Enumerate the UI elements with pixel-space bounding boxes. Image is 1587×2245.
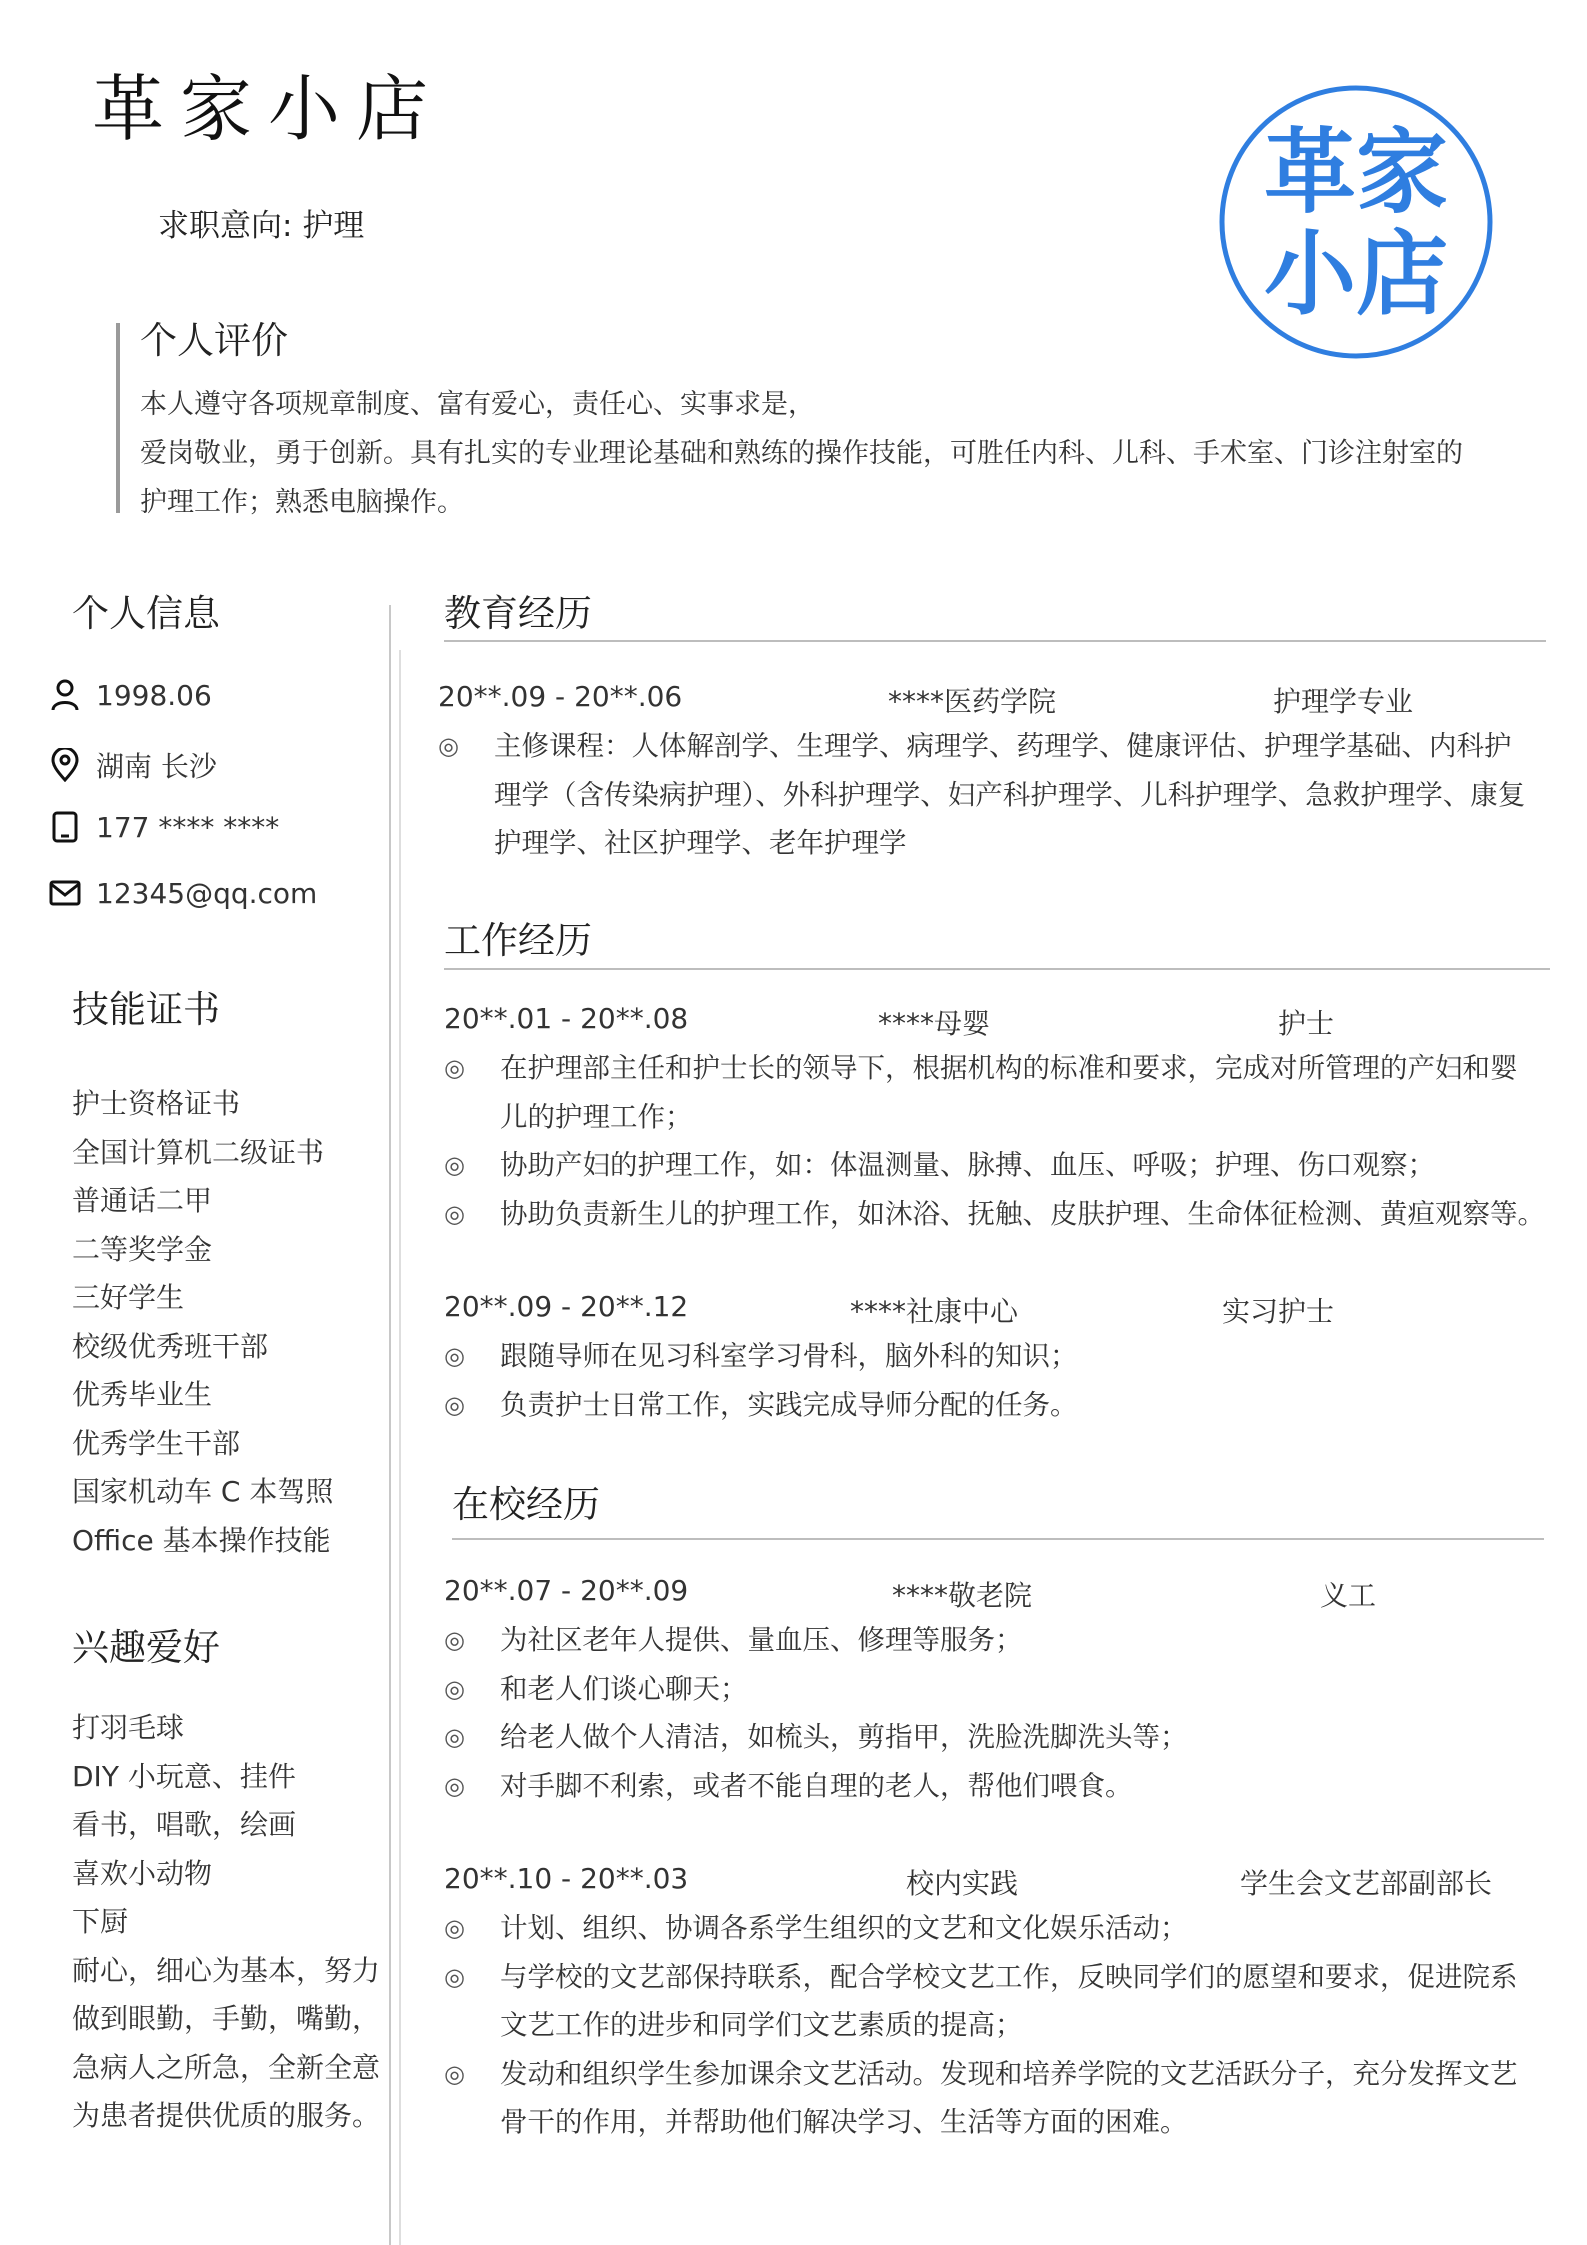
entry-date: 20**.09 - 20**.12 [444,1290,689,1323]
bullet-line: 为社区老年人提供、量血压、修理等服务； [500,1624,1023,1656]
education-entry-head [438,680,1548,720]
entry-org: ****敬老院 [892,1579,1033,1612]
list-item: 优秀毕业生 [72,1378,213,1411]
bullet-mark: ◎ [444,2059,465,2088]
bullet-mark: ◎ [444,1390,465,1419]
bullet-item [444,1616,1564,1665]
school-entry-bullets [444,1904,1564,2147]
bullet-line: 与学校的文艺部保持联系，配合学校文艺工作，反映同学们的愿望和要求，促进院系 [500,1960,1518,1993]
list-item: 下厨 [72,1905,129,1938]
phone-icon [48,810,82,844]
list-item: 校级优秀班干部 [72,1329,269,1363]
skills-list [72,1080,333,1565]
applicant-name: 革家小店 [92,67,445,151]
bullet-line: 负责护士日常工作，实践完成导师分配的任务。 [500,1388,1078,1421]
school-rule [452,1538,1544,1540]
phone-value: 177 **** **** [96,810,280,844]
evaluation-title: 个人评价 [140,319,288,362]
list-item: 全国计算机二级证书 [72,1135,325,1169]
bullet-line: 协助产妇的护理工作，如：体温测量、脉搏、血压、呼吸；护理、伤口观察； [500,1149,1435,1181]
entry-org: ****社康中心 [850,1295,1019,1328]
hobbies-title: 兴趣爱好 [72,1626,220,1669]
evaluation-text [140,380,1540,527]
skills-title: 技能证书 [72,988,220,1031]
job-intent-label: 求职意向: [158,208,293,244]
list-item: DIY 小玩意、挂件 [72,1759,296,1793]
evaluation-line: 护理工作；熟悉电脑操作。 [140,487,464,518]
bullet-line: 跟随导师在见习科室学习骨科，脑外科的知识； [500,1340,1078,1372]
work-entry-bullets [444,1044,1564,1238]
bullet-line: 协助负责新生儿的护理工作，如沐浴、抚触、皮肤护理、生命体征检测、黄疸观察等。 [500,1197,1545,1230]
entry-org: ****母婴 [878,1007,991,1040]
mail-icon [48,876,82,910]
bullet-item [444,1953,1564,2050]
bullet-item [444,1332,1564,1381]
education-title: 教育经历 [444,592,592,635]
seal-logo [1218,84,1494,360]
evaluation-line: 爱岗敬业，勇于创新。具有扎实的专业理论基础和熟练的操作技能，可胜任内科、儿科、手术室、门诊注射室的 [140,438,1463,469]
school-entry-head [444,1574,1554,1614]
column-divider-secondary [399,650,401,2245]
bullet-mark: ◎ [444,1054,465,1082]
bullet-mark: ◎ [444,1626,465,1654]
school-entry-head [444,1862,1554,1902]
work-entry-bullets [444,1332,1564,1429]
bullet-item [438,722,1558,868]
bullet-mark: ◎ [444,1723,465,1751]
bullet-item [444,1044,1564,1141]
list-item: 国家机动车 C 本驾照 [72,1475,334,1508]
work-entry-head [444,1002,1554,1042]
bullet-item [444,1141,1564,1190]
list-item: 二等奖学金 [72,1232,213,1266]
bullet-item [444,1381,1564,1430]
entry-org: 校内实践 [906,1867,1019,1900]
list-item: 护士资格证书 [72,1087,241,1120]
entry-role: 实习护士 [1222,1295,1335,1328]
entry-date: 20**.10 - 20**.03 [444,1862,689,1895]
bullet-line: 发动和组织学生参加课余文艺活动。发现和培养学院的文艺活跃分子，充分发挥文艺 [500,2057,1518,2090]
list-item: 为患者提供优质的服务。 [72,2099,381,2132]
bullet-item [444,2050,1564,2147]
bullet-mark: ◎ [444,1674,465,1703]
list-item: 看书，唱歌，绘画 [72,1808,297,1841]
school-entry-bullets [444,1616,1564,1810]
info-location [48,745,217,785]
info-email [48,876,317,910]
bullet-item [444,1762,1564,1811]
list-item: 三好学生 [72,1281,185,1314]
bullet-mark: ◎ [444,1199,465,1228]
email-value: 12345@qq.com [96,876,318,910]
bullet-line: 和老人们谈心聊天； [500,1672,748,1705]
entry-role: 护理学专业 [1273,685,1414,718]
entry-date: 20**.09 - 20**.06 [438,680,683,713]
education-bullets [438,722,1558,868]
bullet-line: 儿的护理工作； [500,1100,693,1133]
bullet-mark: ◎ [438,732,459,760]
list-item: 喜欢小动物 [72,1856,213,1890]
entry-org: ****医药学院 [888,685,1057,718]
education-rule [444,640,1546,642]
bullet-item [444,1713,1564,1762]
list-item: 耐心，细心为基本，努力 [72,1953,381,1987]
entry-role: 护士 [1278,1007,1335,1040]
bullet-item [444,1904,1564,1953]
entry-date: 20**.01 - 20**.08 [444,1002,689,1035]
bullet-mark: ◎ [444,1771,465,1800]
bullet-line: 理学（含传染病护理）、外科护理学、妇产科护理学、儿科护理学、急救护理学、康复 [494,778,1526,811]
bullet-line: 文艺工作的进步和同学们文艺素质的提高； [500,2009,1023,2041]
seal-text-line1: 革家 [1263,118,1449,226]
bullet-line: 对手脚不利索，或者不能自理的老人，帮他们喂食。 [500,1769,1133,1802]
hobbies-list [72,1704,380,2141]
bullet-mark: ◎ [444,1914,465,1942]
bullet-item [444,1665,1564,1714]
info-birth [48,678,212,712]
list-item: 优秀学生干部 [72,1426,241,1460]
bullet-line: 计划、组织、协调各系学生组织的文艺和文化娱乐活动； [500,1912,1188,1944]
entry-role: 学生会文艺部副部长 [1240,1867,1493,1900]
column-divider [389,605,391,2245]
list-item: 普通话二甲 [72,1184,213,1217]
bullet-line: 给老人做个人清洁，如梳头，剪指甲，洗脸洗脚洗头等； [500,1721,1188,1753]
list-item: 急病人之所急，全新全意 [72,2050,381,2084]
list-item: 做到眼勤，手勤，嘴勤， [72,2002,381,2035]
job-intent-value: 护理 [302,208,365,244]
work-rule [444,968,1550,970]
info-phone [48,810,279,844]
list-item: Office 基本操作技能 [72,1523,331,1557]
bullet-line: 骨干的作用，并帮助他们解决学习、生活等方面的困难。 [500,2106,1188,2138]
seal-text-line2: 小店 [1263,220,1449,328]
personal-info-title: 个人信息 [72,592,220,635]
bullet-item [444,1190,1564,1239]
bullet-line: 在护理部主任和护士长的领导下，根据机构的标准和要求，完成对所管理的产妇和婴 [500,1052,1518,1084]
job-intent [158,200,364,245]
person-icon [48,678,82,712]
bullet-mark: ◎ [444,1962,465,1991]
bullet-mark: ◎ [444,1151,465,1179]
entry-role: 义工 [1320,1579,1377,1612]
work-title: 工作经历 [444,919,592,962]
work-entry-head [444,1290,1554,1330]
bullet-line: 主修课程：人体解剖学、生理学、病理学、药理学、健康评估、护理学基础、内科护 [494,730,1512,762]
list-item: 打羽毛球 [72,1711,185,1744]
evaluation-accent-bar [116,323,120,513]
entry-date: 20**.07 - 20**.09 [444,1574,689,1607]
location-value: 湖南 长沙 [96,750,217,783]
birth-value: 1998.06 [96,678,212,712]
bullet-mark: ◎ [444,1342,465,1370]
evaluation-line: 本人遵守各项规章制度、富有爱心，责任心、实事求是， [140,389,815,420]
location-pin-icon [48,748,82,782]
school-title: 在校经历 [452,1483,600,1526]
bullet-line: 护理学、社区护理学、老年护理学 [494,827,907,859]
